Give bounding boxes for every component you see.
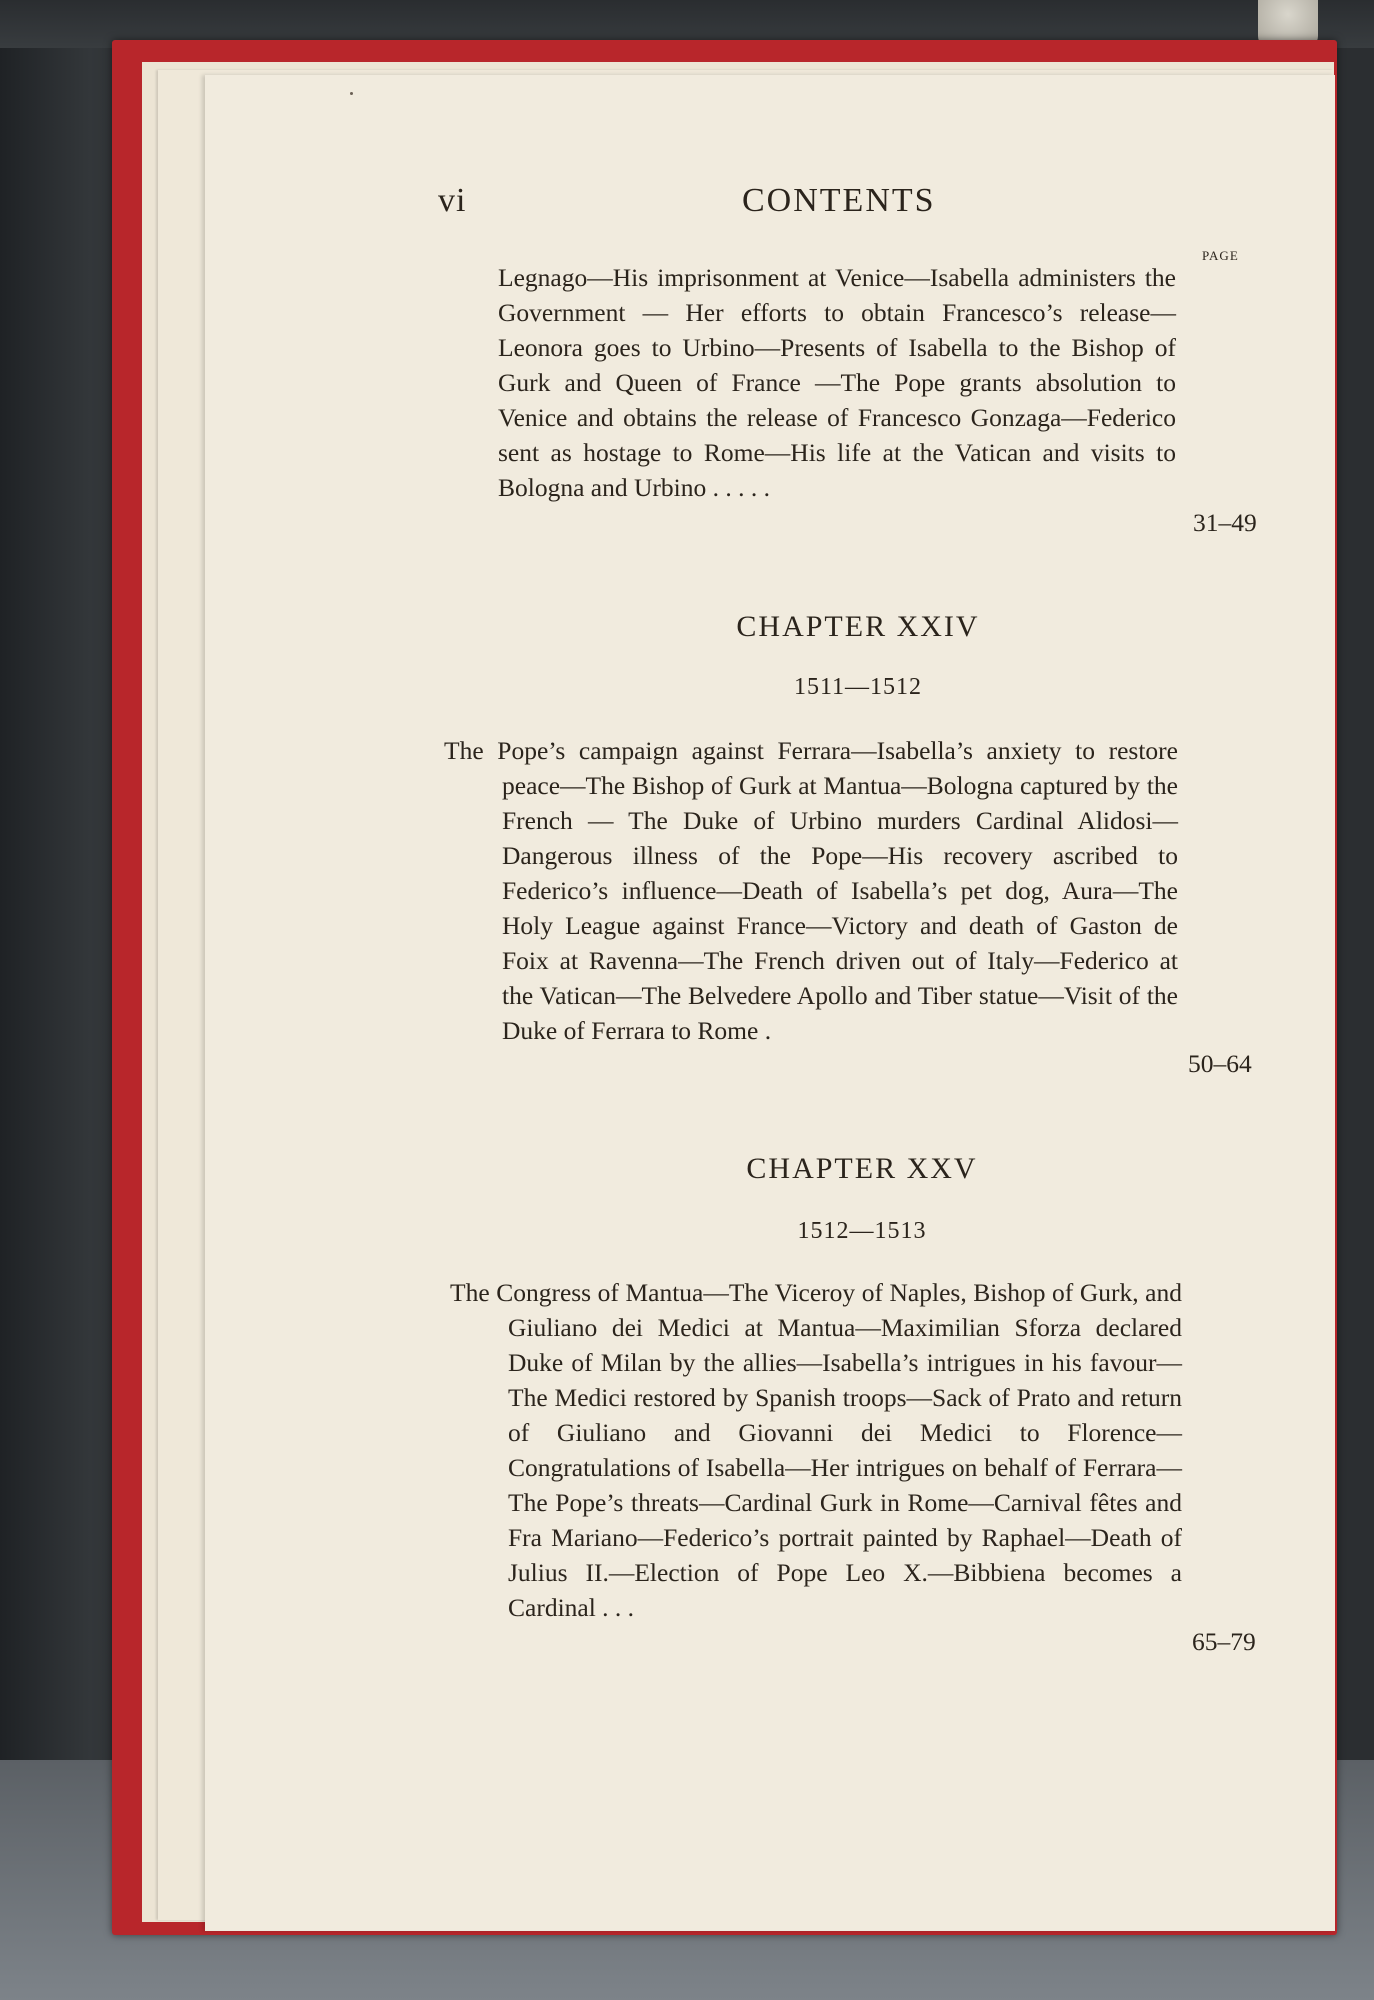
chapter-heading: CHAPTER XXIV	[736, 610, 980, 643]
page-number: vi	[438, 182, 467, 219]
chapter-heading: CHAPTER XXV	[746, 1152, 978, 1185]
page-range: 50–64	[1188, 1049, 1252, 1078]
page-range: 31–49	[1193, 508, 1257, 537]
chapter-years: 1511—1512	[793, 674, 923, 700]
page-range: 65–79	[1192, 1627, 1256, 1656]
contents-entry-continuation: Legnago—His imprisonment at Venice—Isabella administers the Government — Her efforts to obtain Francesco’s release—Leonora goes to Urbino—Presents of Isabella to the Bishop of Gurk and Queen of France —The Pope grants absolution to Venice and obtains the release of Francesco Gonzaga—Federico sent as hostage to Rome—His life at the Vatican and visits to Bologna and Urbino . . . . .	[498, 263, 1176, 502]
paper-speck	[350, 92, 353, 95]
page-column-label: PAGE	[1202, 248, 1239, 263]
chapter-years: 1512—1513	[797, 1218, 927, 1244]
chapter-summary: The Congress of Mantua—The Viceroy of Naples, Bishop of Gurk, and Giuliano dei Medici at Mantua—Maximilian Sforza declared Duke of Milan by the allies—Isabella’s intrigues in his favour—The Medici restored by Spanish troops—Sack of Prato and return of Giuliano and Giovanni dei Medici to Florence—Congratulations of Isabella—Her intrigues on behalf of Ferrara—The Pope’s threats—Cardinal Gurk in Rome—Carnival fêtes and Fra Mariano—Federico’s portrait painted by Raphael—Death of Julius II.—Election of Pope Leo X.—Bibbiena becomes a Cardinal . . .	[450, 1278, 1182, 1622]
running-title: CONTENTS	[742, 182, 936, 219]
chapter-summary: The Pope’s campaign against Ferrara—Isabella’s anxiety to restore peace—The Bishop of Gurk at Mantua—Bologna captured by the French — The Duke of Urbino murders Cardinal Alidosi—Dangerous illness of the Pope—His recovery ascribed to Federico’s influence—Death of Isabella’s pet dog, Aura—The Holy League against France—Victory and death of Gaston de Foix at Ravenna—The French driven out of Italy—Federico at the Vatican—The Belvedere Apollo and Tiber statue—Visit of the Duke of Ferrara to Rome .	[444, 736, 1178, 1045]
